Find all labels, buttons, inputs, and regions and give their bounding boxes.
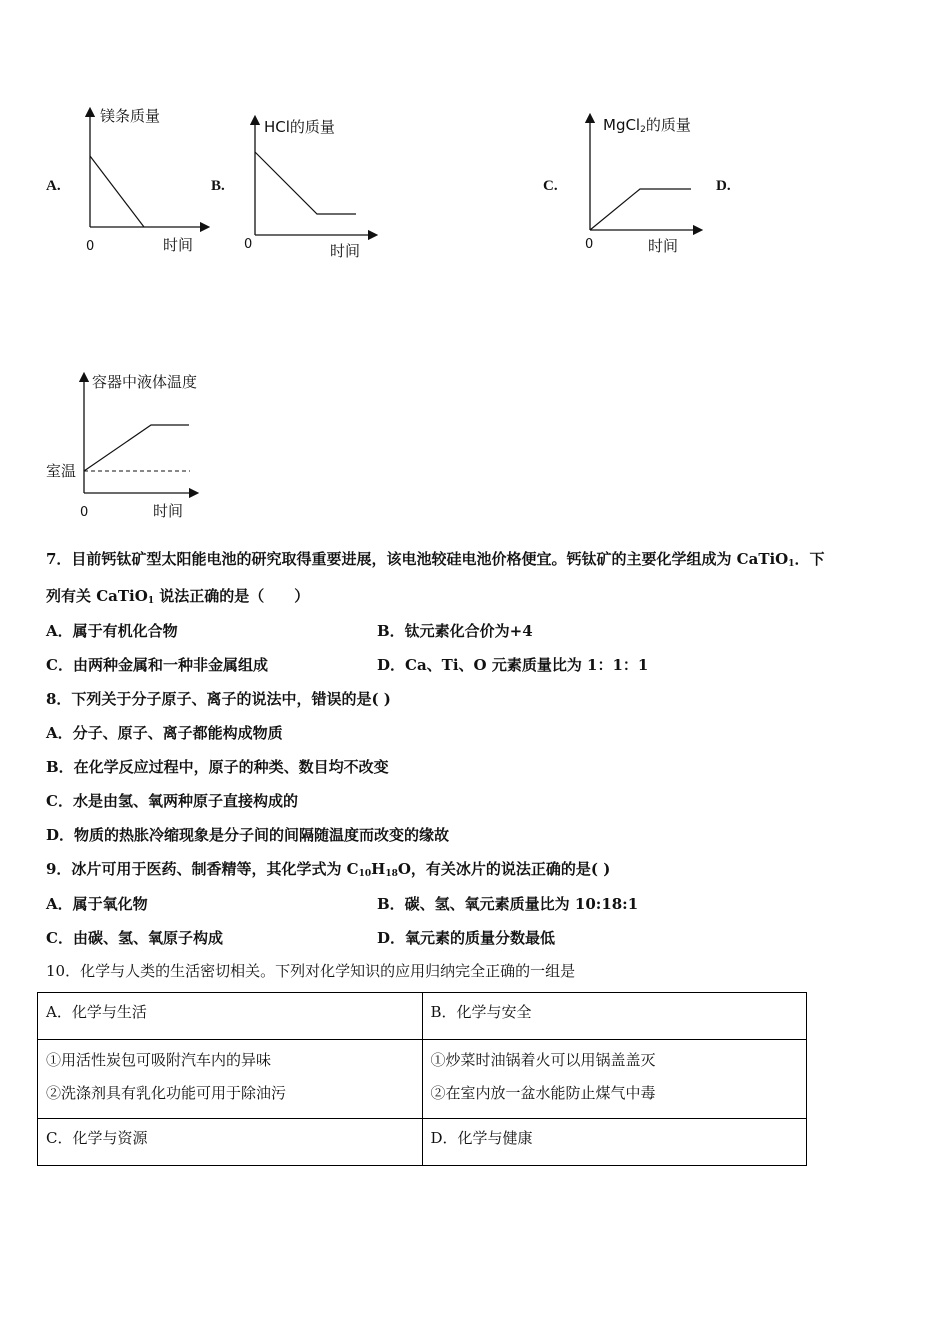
- graph-a-ylabel: 镁条质量: [100, 107, 161, 125]
- graph-c: [570, 108, 720, 268]
- graph-d-option-label: D.: [716, 178, 731, 194]
- q7-option-b: B．钛元素化合价为+4: [377, 622, 533, 640]
- q7-stem-line1: 7．目前钙钛矿型太阳能电池的研究取得重要进展，该电池较硅电池价格便宜。钙钛矿的主要化学组成为 CaTiO$_1$．下: [46, 550, 825, 569]
- q8-option-b: B．在化学反应过程中，原子的种类、数目均不改变: [46, 758, 389, 776]
- graph-b-curve: [255, 152, 356, 214]
- graph-a-origin: 0: [86, 239, 95, 254]
- graph-a-curve: [90, 156, 144, 227]
- q7-option-a: A．属于有机化合物: [46, 622, 178, 640]
- q7-option-d: D．Ca、Ti、O 元素质量比为 1：1：1: [377, 656, 649, 674]
- q10-cell-a-body: [38, 1040, 423, 1119]
- graph-a: [70, 100, 210, 260]
- graph-c-option-label: C.: [543, 178, 558, 194]
- graph-b-option-label: B.: [211, 178, 225, 194]
- graph-d: [44, 365, 234, 525]
- graph-d-xlabel: 时间: [153, 502, 184, 520]
- graph-b-origin: 0: [244, 237, 253, 252]
- graph-c-ylabel: MgCl2的质量: [603, 116, 691, 135]
- graph-a-option-label: A.: [46, 178, 61, 194]
- q9-option-c: C．由碳、氢、氧原子构成: [46, 929, 223, 947]
- q9-option-a: A．属于氧化物: [46, 895, 148, 913]
- graph-d-curve: [84, 425, 189, 471]
- q8-option-d: D．物质的热胀冷缩现象是分子间的间隔随温度而改变的缘故: [46, 826, 450, 844]
- q9-option-b: B．碳、氢、氧元素质量比为 10:18:1: [377, 895, 639, 913]
- graph-d-room-temp-label: 室温: [46, 462, 77, 480]
- graph-c-curve: [590, 189, 691, 230]
- q10-table: [37, 992, 807, 1166]
- q8-stem: 8．下列关于分子原子、离子的说法中，错误的是( ): [46, 690, 391, 708]
- graph-c-origin: 0: [585, 237, 594, 252]
- q9-option-d: D．氧元素的质量分数最低: [377, 929, 556, 947]
- q8-option-a: A．分子、原子、离子都能构成物质: [46, 724, 283, 742]
- graph-d-origin: 0: [80, 505, 89, 520]
- q10-a-item-2: ②洗涤剂具有乳化功能可用于除油污: [46, 1084, 287, 1102]
- q10-b-item-2: ②在室内放一盆水能防止煤气中毒: [430, 1084, 656, 1102]
- graph-d-ylabel: 容器中液体温度: [92, 373, 198, 391]
- graph-c-xlabel: 时间: [648, 237, 679, 255]
- q10-a-item-1: ①用活性炭包可吸附汽车内的异味: [46, 1051, 272, 1069]
- q10-stem: 10．化学与人类的生活密切相关。下列对化学知识的应用归纳完全正确的一组是: [46, 962, 576, 980]
- q10-cell-c-title: C．化学与资源: [38, 1119, 423, 1166]
- graph-b-xlabel: 时间: [330, 242, 361, 260]
- graph-b-ylabel: HCl的质量: [264, 118, 335, 136]
- graph-a-xlabel: 时间: [163, 236, 194, 254]
- q10-cell-a-title: A．化学与生活: [38, 993, 423, 1040]
- q10-b-item-1: ①炒菜时油锅着火可以用锅盖盖灭: [430, 1051, 656, 1069]
- q7-option-c: C．由两种金属和一种非金属组成: [46, 656, 268, 674]
- q8-option-c: C．水是由氢、氧两种原子直接构成的: [46, 792, 298, 810]
- q10-cell-b-title: B．化学与安全: [422, 993, 807, 1040]
- q10-cell-b-body: [422, 1040, 807, 1119]
- graph-b: [235, 110, 385, 270]
- q10-cell-d-title: D．化学与健康: [422, 1119, 807, 1166]
- q7-stem-line2: 列有关 CaTiO$_1$ 说法正确的是（ ）: [46, 587, 310, 606]
- q9-stem: 9．冰片可用于医药、制香精等，其化学式为 $C_{10}H_{18}O$，有关冰片的说法正确的是( ): [46, 860, 611, 879]
